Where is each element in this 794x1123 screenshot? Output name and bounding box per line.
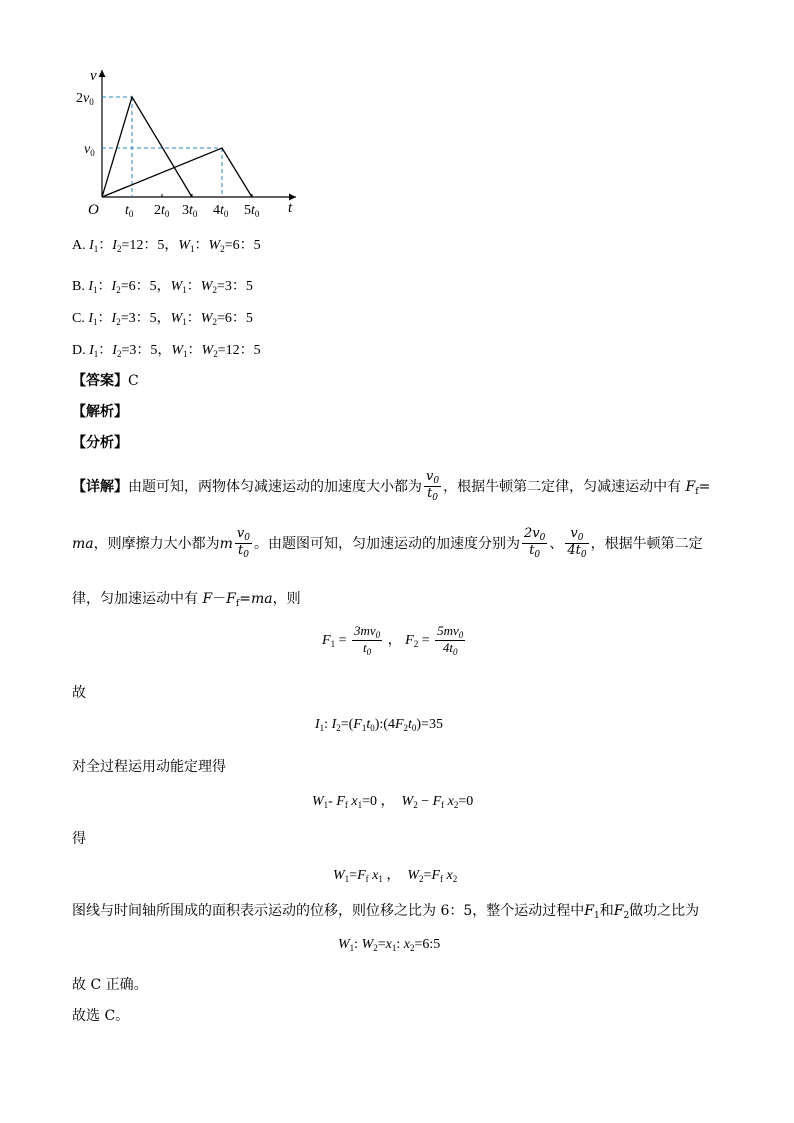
analysis-tag: 【解析】 (72, 404, 128, 420)
svg-text:2v0: $2v_0$ (76, 91, 94, 107)
svg-text:2t0: $2t_0$ (154, 203, 170, 219)
detail-line-2: ma，则摩擦力大小都为m $\frac{v_0}{t_0}$ 。由题图可知，匀加速运动的加速度分别为 $\frac{2v_0}{t_0}$ 、 $\frac{v_0}{4t_0}$ ，根据牛顿第二定 (72, 526, 703, 561)
area-line: 图线与时间轴所围成的面积表示运动的位移，则位移之比为 6：5，整个运动过程中$F_1$和$F_2$做功之比为 (72, 903, 700, 921)
fenxi-tag: 【分析】 (72, 435, 128, 451)
velocity-time-graph (70, 62, 310, 222)
conclusion-2: 故选 C。 (72, 1008, 130, 1024)
option-b[interactable]: B. $I_1$：$I_2=6$：5，$W_1$：$W_2=3$：5 (72, 279, 253, 295)
origin-label: O (88, 202, 99, 218)
impulse-ratio: $I_1$: $I_2=(F_1t_0):(4F_2t_0)=35$ (315, 717, 443, 733)
answer-line: 【答案】C (72, 373, 139, 389)
option-c[interactable]: C. $I_1$：$I_2=3$：5，$W_1$：$W_2=6$：5 (72, 311, 253, 327)
svg-text:3t0: $3t_0$ (182, 203, 198, 219)
detail-line-1: 【详解】由题可知，两物体匀减速运动的加速度大小都为 $\frac{v_0}{t_0}$ ，根据牛顿第二定律，匀减速运动中有 $F_f=$ (72, 469, 711, 504)
work-ratio: $W_1$: $W_2=x_1$: $x_2=6:5$ (338, 937, 441, 953)
y-axis-label: v (90, 68, 97, 84)
work-result: $W_1=F_f$ $x_1$ ， $W_2=F_f$ $x_2$ (333, 868, 458, 884)
kinetic-line: 对全过程运用动能定理得 (72, 759, 226, 775)
work-equation: $W_1-$ $F_f$ $x_1=0$ ， $W_2 - F_f$ $x_2=0$ (312, 794, 474, 810)
svg-text:4t0: $4t_0$ (213, 203, 229, 219)
object1-line (102, 97, 192, 197)
x-axis-label: t (288, 200, 293, 216)
svg-text:v0: $v_0$ (84, 142, 95, 158)
svg-text:t0: $t_0$ (125, 203, 134, 219)
option-a[interactable]: A. $I_1$：$I_2=12$：5，$W_1$：$W_2=6$：5 (72, 238, 261, 254)
svg-text:5t0: $5t_0$ (244, 203, 260, 219)
gu-1: 故 (72, 685, 86, 701)
option-d[interactable]: D. $I_1$：$I_2=3$：5，$W_1$：$W_2=12$：5 (72, 343, 261, 359)
conclusion-1: 故 C 正确。 (72, 977, 148, 993)
force-formula: $F_1$ = $\frac{3mv_0}{t_0}$ ， $F_2$ = $\frac{5mv_0}{4t_0}$ (322, 623, 464, 658)
detail-line-3: 律，匀加速运动中有 $F-F_f=ma$，则 (72, 591, 301, 609)
de-line: 得 (72, 831, 86, 847)
